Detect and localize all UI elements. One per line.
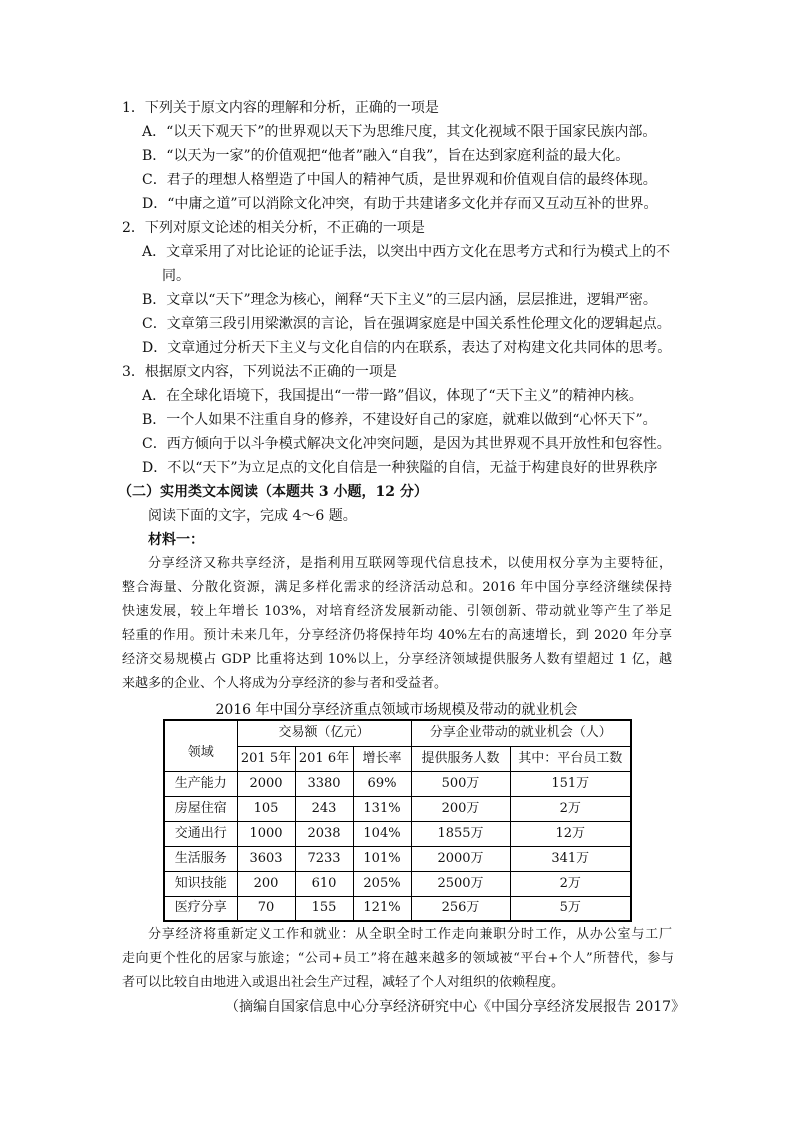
cell-2016: 7233: [295, 846, 353, 871]
cell-platform-staff: 2万: [510, 796, 631, 821]
cell-platform-staff: 341万: [510, 846, 631, 871]
material-paragraph-1: [0, 552, 794, 696]
col-group-trade: 交易额（亿元）: [237, 720, 411, 746]
option-d: D．文章通过分析天下主义与文化自信的内在联系，表达了对构建文化共同体的思考。: [142, 340, 672, 356]
cell-platform-staff: 5万: [510, 896, 631, 921]
section-instruction: 阅读下面的文字，完成 4～6 题。: [148, 508, 357, 524]
paragraph-line: 者可以比较自由地进入或退出社会生产过程，减轻了个人对组织的依赖程度。: [122, 975, 565, 990]
cell-2015: 1000: [237, 821, 295, 846]
option-d: D．不以“天下”为立足点的文化自信是一种狭隘的自信，无益于构建良好的世界秩序: [142, 460, 658, 476]
cell-2016: 610: [295, 871, 353, 896]
cell-field: 交通出行: [164, 821, 237, 846]
cell-service-people: 1855万: [411, 821, 510, 846]
option-c: C．文章第三段引用梁漱溟的言论，旨在强调家庭是中国关系性伦理文化的逻辑起点。: [142, 316, 671, 332]
cell-growth: 69%: [353, 771, 411, 796]
cell-platform-staff: 151万: [510, 771, 631, 796]
cell-2015: 2000: [237, 771, 295, 796]
col-header-field: 领域: [164, 720, 237, 771]
cell-growth: 104%: [353, 821, 411, 846]
cell-2016: 2038: [295, 821, 353, 846]
cell-service-people: 200万: [411, 796, 510, 821]
option-c: C．西方倾向于以斗争模式解决文化冲突问题，是因为其世界观不具开放性和包容性。: [142, 436, 671, 452]
section-heading: （二）实用类文本阅读（本题共 3 小题，12 分）: [118, 484, 428, 500]
option-b: B．“以天为一家”的价值观把“他者”融入“自我”，旨在达到家庭利益的最大化。: [142, 148, 630, 164]
cell-service-people: 256万: [411, 896, 510, 921]
option-a: A．在全球化语境下，我国提出“一带一路”倡议，体现了“天下主义”的精神内核。: [142, 388, 643, 404]
paragraph-line: 经济交易规模占 GDP 比重将达到 10%以上，分享经济领域提供服务人数有望超过 1 亿，越: [122, 652, 672, 667]
cell-field: 医疗分享: [164, 896, 237, 921]
source-citation: （摘编自国家信息中心分享经济研究中心《中国分享经济发展报告 2017》: [225, 999, 686, 1015]
option-c: C．君子的理想人格塑造了中国人的精神气质，是世界观和价值观自信的最终体现。: [142, 172, 657, 188]
col-header-platform-staff: 其中：平台员工数: [510, 746, 631, 771]
cell-2016: 155: [295, 896, 353, 921]
table-row: [164, 846, 631, 871]
col-header-2016: 201 6年: [295, 746, 353, 771]
question-3: [0, 360, 794, 480]
market-scale-table: [163, 719, 632, 922]
cell-platform-staff: 2万: [510, 871, 631, 896]
paragraph-line: 来越多的企业、个人将成为分享经济的参与者和受益者。: [122, 676, 448, 691]
cell-growth: 131%: [353, 796, 411, 821]
cell-field: 知识技能: [164, 871, 237, 896]
table-row: [164, 796, 631, 821]
material-label: 材料一：: [148, 532, 204, 548]
question-stem: 3．根据原文内容，下列说法不正确的一项是: [122, 364, 397, 380]
cell-field: 生产能力: [164, 771, 237, 796]
col-group-jobs: 分享企业带动的就业机会（人）: [411, 720, 631, 746]
cell-field: 房屋住宿: [164, 796, 237, 821]
question-stem: 2．下列对原文论述的相关分析，不正确的一项是: [122, 220, 425, 236]
cell-2015: 3603: [237, 846, 295, 871]
option-b: B．一个人如果不注重自身的修养，不建设好自己的家庭，就难以做到“心怀天下”。: [142, 412, 657, 428]
cell-service-people: 500万: [411, 771, 510, 796]
cell-2016: 3380: [295, 771, 353, 796]
questions-and-material: [0, 96, 794, 696]
table-row: [164, 821, 631, 846]
question-1: [0, 96, 794, 216]
option-a: A．“以天下观天下”的世界观以天下为思维尺度，其文化视域不限于国家民族内部。: [142, 124, 657, 140]
paragraph-line: 快速发展，较上年增长 103%，对培育经济发展新动能、引领创新、带动就业等产生了举足: [122, 604, 672, 619]
paragraph-line: 整合海量、分散化资源，满足多样化需求的经济活动总和。2016 年中国分享经济继续保持: [122, 580, 672, 595]
paragraph-line: 分享经济又称共享经济，是指利用互联网等现代信息技术，以使用权分享为主要特征，: [148, 556, 672, 571]
option-d: D．“中庸之道”可以消除文化冲突，有助于共建诸多文化并存而又互动互补的世界。: [142, 196, 658, 212]
table-title: 2016 年中国分享经济重点领域市场规模及带动的就业机会: [215, 702, 578, 718]
cell-2015: 200: [237, 871, 295, 896]
table-row: [164, 896, 631, 921]
paragraph-line: 分享经济将重新定义工作和就业：从全职全时工作走向兼职分时工作，从办公室与工厂: [148, 927, 672, 942]
cell-service-people: 2000万: [411, 846, 510, 871]
cell-2015: 105: [237, 796, 295, 821]
option-b: B．文章以“天下”理念为核心，阐释“天下主义”的三层内涵，层层推进，逻辑严密。: [142, 292, 657, 308]
cell-2016: 243: [295, 796, 353, 821]
cell-growth: 121%: [353, 896, 411, 921]
cell-service-people: 2500万: [411, 871, 510, 896]
col-header-growth: 增长率: [353, 746, 411, 771]
table-row: [164, 771, 631, 796]
material-continued: [0, 923, 794, 1019]
cell-2015: 70: [237, 896, 295, 921]
option-a-continued: 同。: [162, 268, 190, 284]
option-a: A．文章采用了对比论证的论证手法，以突出中西方文化在思考方式和行为模式上的不: [142, 244, 671, 260]
paragraph-line: 轻重的作用。预计未来几年，分享经济仍将保持年均 40%左右的高速增长，到 2020 年分享: [122, 628, 672, 643]
paragraph-line: 走向更个性化的居家与旅途；“公司+员工”将在越来越多的领域被“平台+个人”所替代，参与: [122, 951, 674, 966]
cell-platform-staff: 12万: [510, 821, 631, 846]
cell-growth: 101%: [353, 846, 411, 871]
col-header-service-people: 提供服务人数: [411, 746, 510, 771]
question-2: [0, 216, 794, 360]
table-header-row: [164, 720, 631, 746]
question-stem: 1．下列关于原文内容的理解和分析，正确的一项是: [122, 100, 439, 116]
cell-field: 生活服务: [164, 846, 237, 871]
col-header-2015: 201 5年: [237, 746, 295, 771]
material-paragraph-2: [0, 923, 794, 995]
table-row: [164, 871, 631, 896]
cell-growth: 205%: [353, 871, 411, 896]
